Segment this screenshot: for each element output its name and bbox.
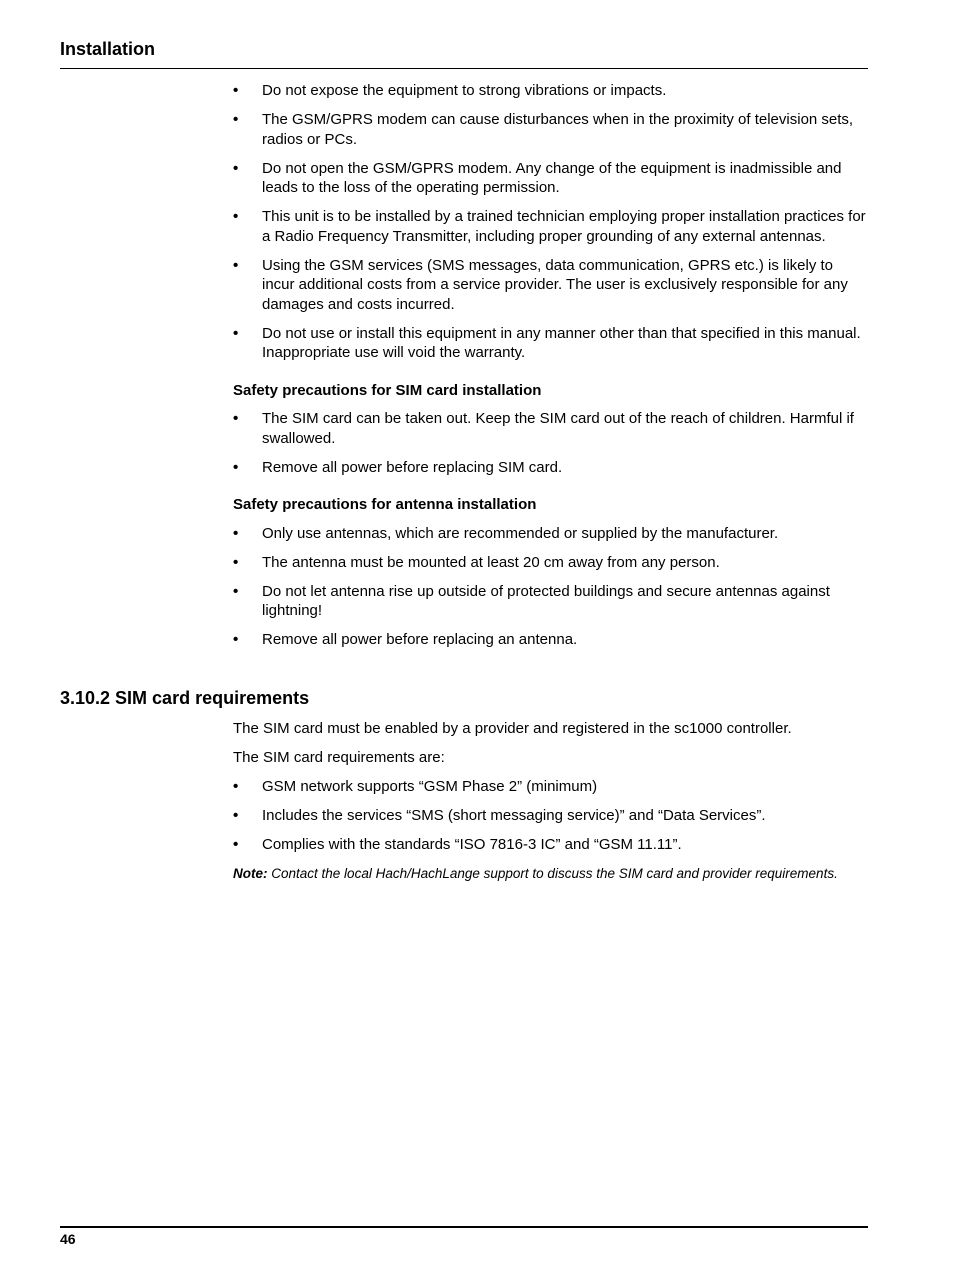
list-item <box>233 110 868 149</box>
list-item <box>233 458 868 478</box>
list-item-text: Using the GSM services (SMS messages, data communication, GPRS etc.) is likely to incur additional costs from a service provider. The user is exclusively responsible for any damages and costs incurred. <box>262 256 848 313</box>
lead-paragraph: The SIM card requirements are: <box>233 749 445 766</box>
page-header-title: Installation <box>60 39 156 59</box>
list-item <box>233 524 868 544</box>
bullet-icon: • <box>233 836 239 853</box>
list-item-text: Do not use or install this equipment in any manner other than that specified in this manual. Inappropriate use will void the warranty. <box>262 324 861 361</box>
bullet-icon: • <box>233 631 239 648</box>
sim-precautions-heading: Safety precautions for SIM card installation <box>233 381 542 399</box>
list-item <box>233 256 868 315</box>
note-label: Note: <box>233 865 268 881</box>
header-divider <box>60 68 868 69</box>
list-item <box>233 835 868 855</box>
section-heading: 3.10.2 SIM card requirements <box>60 688 310 708</box>
list-item <box>233 207 868 246</box>
list-item <box>233 582 868 621</box>
antenna-precautions-list <box>233 524 868 650</box>
bullet-icon: • <box>233 458 239 476</box>
list-item <box>233 777 868 797</box>
list-item-text: Do not let antenna rise up outside of protected buildings and secure antennas against lightning! <box>262 582 830 619</box>
list-item <box>233 409 868 448</box>
bullet-icon: • <box>233 807 239 824</box>
list-item <box>233 553 868 573</box>
note-text: Contact the local Hach/HachLange support to discuss the SIM card and provider requirements. <box>271 865 838 881</box>
list-item-text: GSM network supports “GSM Phase 2” (minimum) <box>262 778 598 795</box>
general-precautions-list <box>233 81 868 363</box>
list-item-text: The antenna must be mounted at least 20 cm away from any person. <box>262 553 720 571</box>
intro-paragraph: The SIM card must be enabled by a provider and registered in the sc1000 controller. <box>233 720 792 737</box>
bullet-icon: • <box>233 111 239 128</box>
list-item-text: Remove all power before replacing SIM card. <box>262 458 563 476</box>
bullet-icon: • <box>233 324 239 342</box>
list-item <box>233 806 868 826</box>
sim-requirements-content <box>233 719 868 883</box>
list-item <box>233 630 868 650</box>
bullet-icon: • <box>233 159 239 177</box>
list-item <box>233 159 868 198</box>
list-item-text: Includes the services “SMS (short messaging service)” and “Data Services”. <box>262 807 766 824</box>
list-item <box>233 324 868 363</box>
note-block <box>233 865 868 883</box>
list-item-text: Do not expose the equipment to strong vibrations or impacts. <box>262 82 667 99</box>
bullet-icon: • <box>233 582 239 600</box>
bullet-icon: • <box>233 410 239 427</box>
bullet-icon: • <box>233 524 239 542</box>
page-number: 46 <box>60 1231 76 1247</box>
precautions-content <box>233 81 868 659</box>
list-item-text: Remove all power before replacing an antenna. <box>262 631 578 648</box>
list-item <box>233 81 868 101</box>
sim-precautions-list <box>233 409 868 477</box>
bullet-icon: • <box>233 208 239 225</box>
list-item-text: Do not open the GSM/GPRS modem. Any change of the equipment is inadmissible and leads to the loss of the operating permission. <box>262 159 842 196</box>
bullet-icon: • <box>233 256 239 274</box>
bullet-icon: • <box>233 82 239 99</box>
list-item-text: The GSM/GPRS modem can cause disturbances when in the proximity of television sets, radios or PCs. <box>262 111 854 148</box>
list-item-text: Only use antennas, which are recommended or supplied by the manufacturer. <box>262 524 779 542</box>
bullet-icon: • <box>233 553 239 571</box>
list-item-text: Complies with the standards “ISO 7816-3 IC” and “GSM 11.11”. <box>262 836 682 853</box>
list-item-text: The SIM card can be taken out. Keep the SIM card out of the reach of children. Harmful if swallowed. <box>262 410 854 447</box>
footer-divider <box>60 1226 868 1228</box>
sim-requirements-list <box>233 777 868 855</box>
list-item-text: This unit is to be installed by a trained technician employing proper installation practices for a Radio Frequency Transmitter, including proper grounding of any external antennas. <box>262 208 866 245</box>
bullet-icon: • <box>233 778 239 795</box>
antenna-precautions-heading: Safety precautions for antenna installation <box>233 496 537 513</box>
